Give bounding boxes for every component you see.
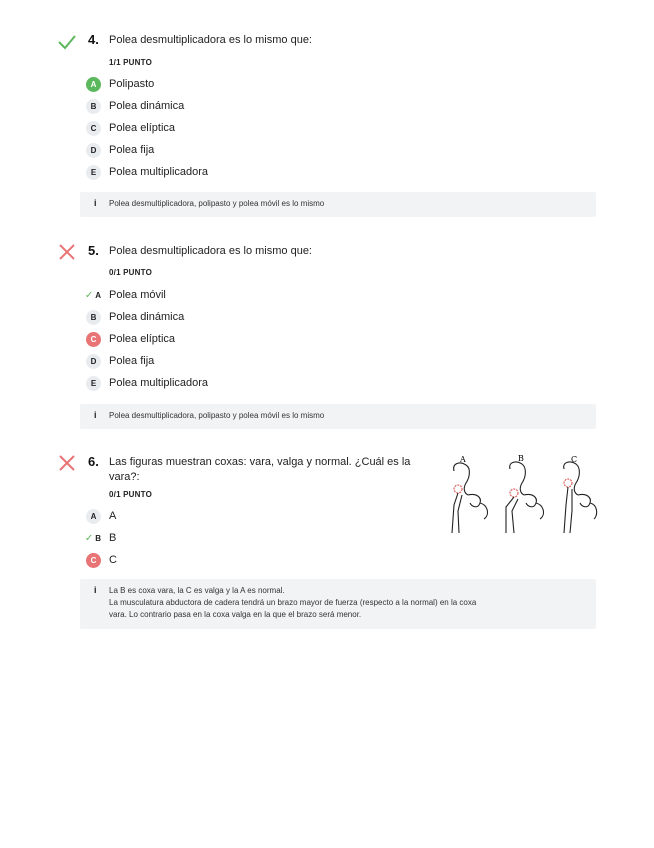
cross-icon	[57, 242, 77, 262]
option-badge: A	[86, 509, 101, 524]
question-number: 4.	[88, 32, 99, 47]
question-text-line-2: vara?:	[109, 471, 140, 483]
answer-option-a[interactable]	[76, 508, 556, 526]
option-badge: ✓ B	[84, 533, 101, 544]
answer-option-e[interactable]	[76, 375, 556, 393]
option-badge: D	[86, 143, 101, 158]
option-badge: B	[86, 310, 101, 325]
answer-option-d[interactable]	[76, 353, 556, 371]
question-number: 5.	[88, 243, 99, 258]
answer-option-c[interactable]	[76, 120, 556, 138]
option-badge: ✓ A	[84, 290, 101, 301]
option-badge: C	[86, 332, 101, 347]
option-badge: D	[86, 354, 101, 369]
feedback-box	[80, 579, 596, 629]
answer-option-a[interactable]	[76, 76, 556, 94]
option-label: Polea dinámica	[109, 100, 185, 112]
check-icon	[57, 32, 77, 52]
option-badge: A	[86, 77, 101, 92]
option-label: Polea fija	[109, 144, 155, 156]
option-label: Polea elíptica	[109, 333, 176, 345]
feedback-box	[80, 192, 596, 217]
answer-option-c[interactable]	[76, 331, 556, 349]
answer-option-d[interactable]	[76, 142, 556, 160]
feedback-line: La musculatura abductora de cadera tendrá un brazo mayor de fuerza (respecto a la normal) en la coxa	[109, 598, 477, 607]
figure-label-c: C	[571, 455, 578, 464]
feedback-text: Polea desmultiplicadora, polipasto y polea móvil es lo mismo	[109, 411, 325, 420]
info-icon: i	[94, 585, 97, 595]
answer-option-a[interactable]	[76, 287, 556, 305]
answer-option-b[interactable]	[76, 98, 556, 116]
option-label: Polea multiplicadora	[109, 377, 209, 389]
info-icon: i	[94, 198, 97, 208]
question-score: 0/1 PUNTO	[109, 490, 152, 499]
option-label: A	[109, 510, 117, 522]
check-icon: ✓	[84, 533, 94, 544]
figure-label-b: B	[518, 454, 524, 463]
info-icon: i	[94, 410, 97, 420]
option-badge: B	[86, 99, 101, 114]
answer-option-c[interactable]	[76, 552, 556, 570]
figure-label-a: A	[460, 455, 466, 464]
feedback-line: vara. Lo contrario pasa en la coxa valga en la que el brazo será menor.	[109, 610, 362, 619]
option-label: Polea fija	[109, 355, 155, 367]
option-label: Polea móvil	[109, 289, 166, 301]
question-text: Polea desmultiplicadora es lo mismo que:	[109, 245, 312, 257]
option-label: Polea dinámica	[109, 311, 185, 323]
question-number: 6.	[88, 454, 99, 469]
hip-drawing-c	[564, 462, 597, 533]
answer-option-b[interactable]	[76, 309, 556, 327]
question-text-line-1: Las figuras muestran coxas: vara, valga y normal. ¿Cuál es la	[109, 456, 411, 468]
option-label: B	[109, 532, 117, 544]
option-label: C	[109, 554, 117, 566]
option-badge: C	[86, 553, 101, 568]
question-score: 1/1 PUNTO	[109, 58, 152, 67]
feedback-box	[80, 404, 596, 429]
option-badge: C	[86, 121, 101, 136]
question-score: 0/1 PUNTO	[109, 268, 152, 277]
feedback-text	[109, 585, 584, 621]
answer-option-e[interactable]	[76, 164, 556, 182]
question-text: Polea desmultiplicadora es lo mismo que:	[109, 34, 312, 46]
option-label: Polipasto	[109, 78, 155, 90]
feedback-text: Polea desmultiplicadora, polipasto y polea móvil es lo mismo	[109, 199, 325, 208]
answer-option-b[interactable]	[76, 530, 556, 548]
option-badge: E	[86, 165, 101, 180]
option-label: Polea multiplicadora	[109, 166, 209, 178]
option-label: Polea elíptica	[109, 122, 176, 134]
option-badge: E	[86, 376, 101, 391]
cross-icon	[57, 453, 77, 473]
check-icon: ✓	[84, 290, 94, 301]
feedback-line: La B es coxa vara, la C es valga y la A es normal.	[109, 586, 285, 595]
